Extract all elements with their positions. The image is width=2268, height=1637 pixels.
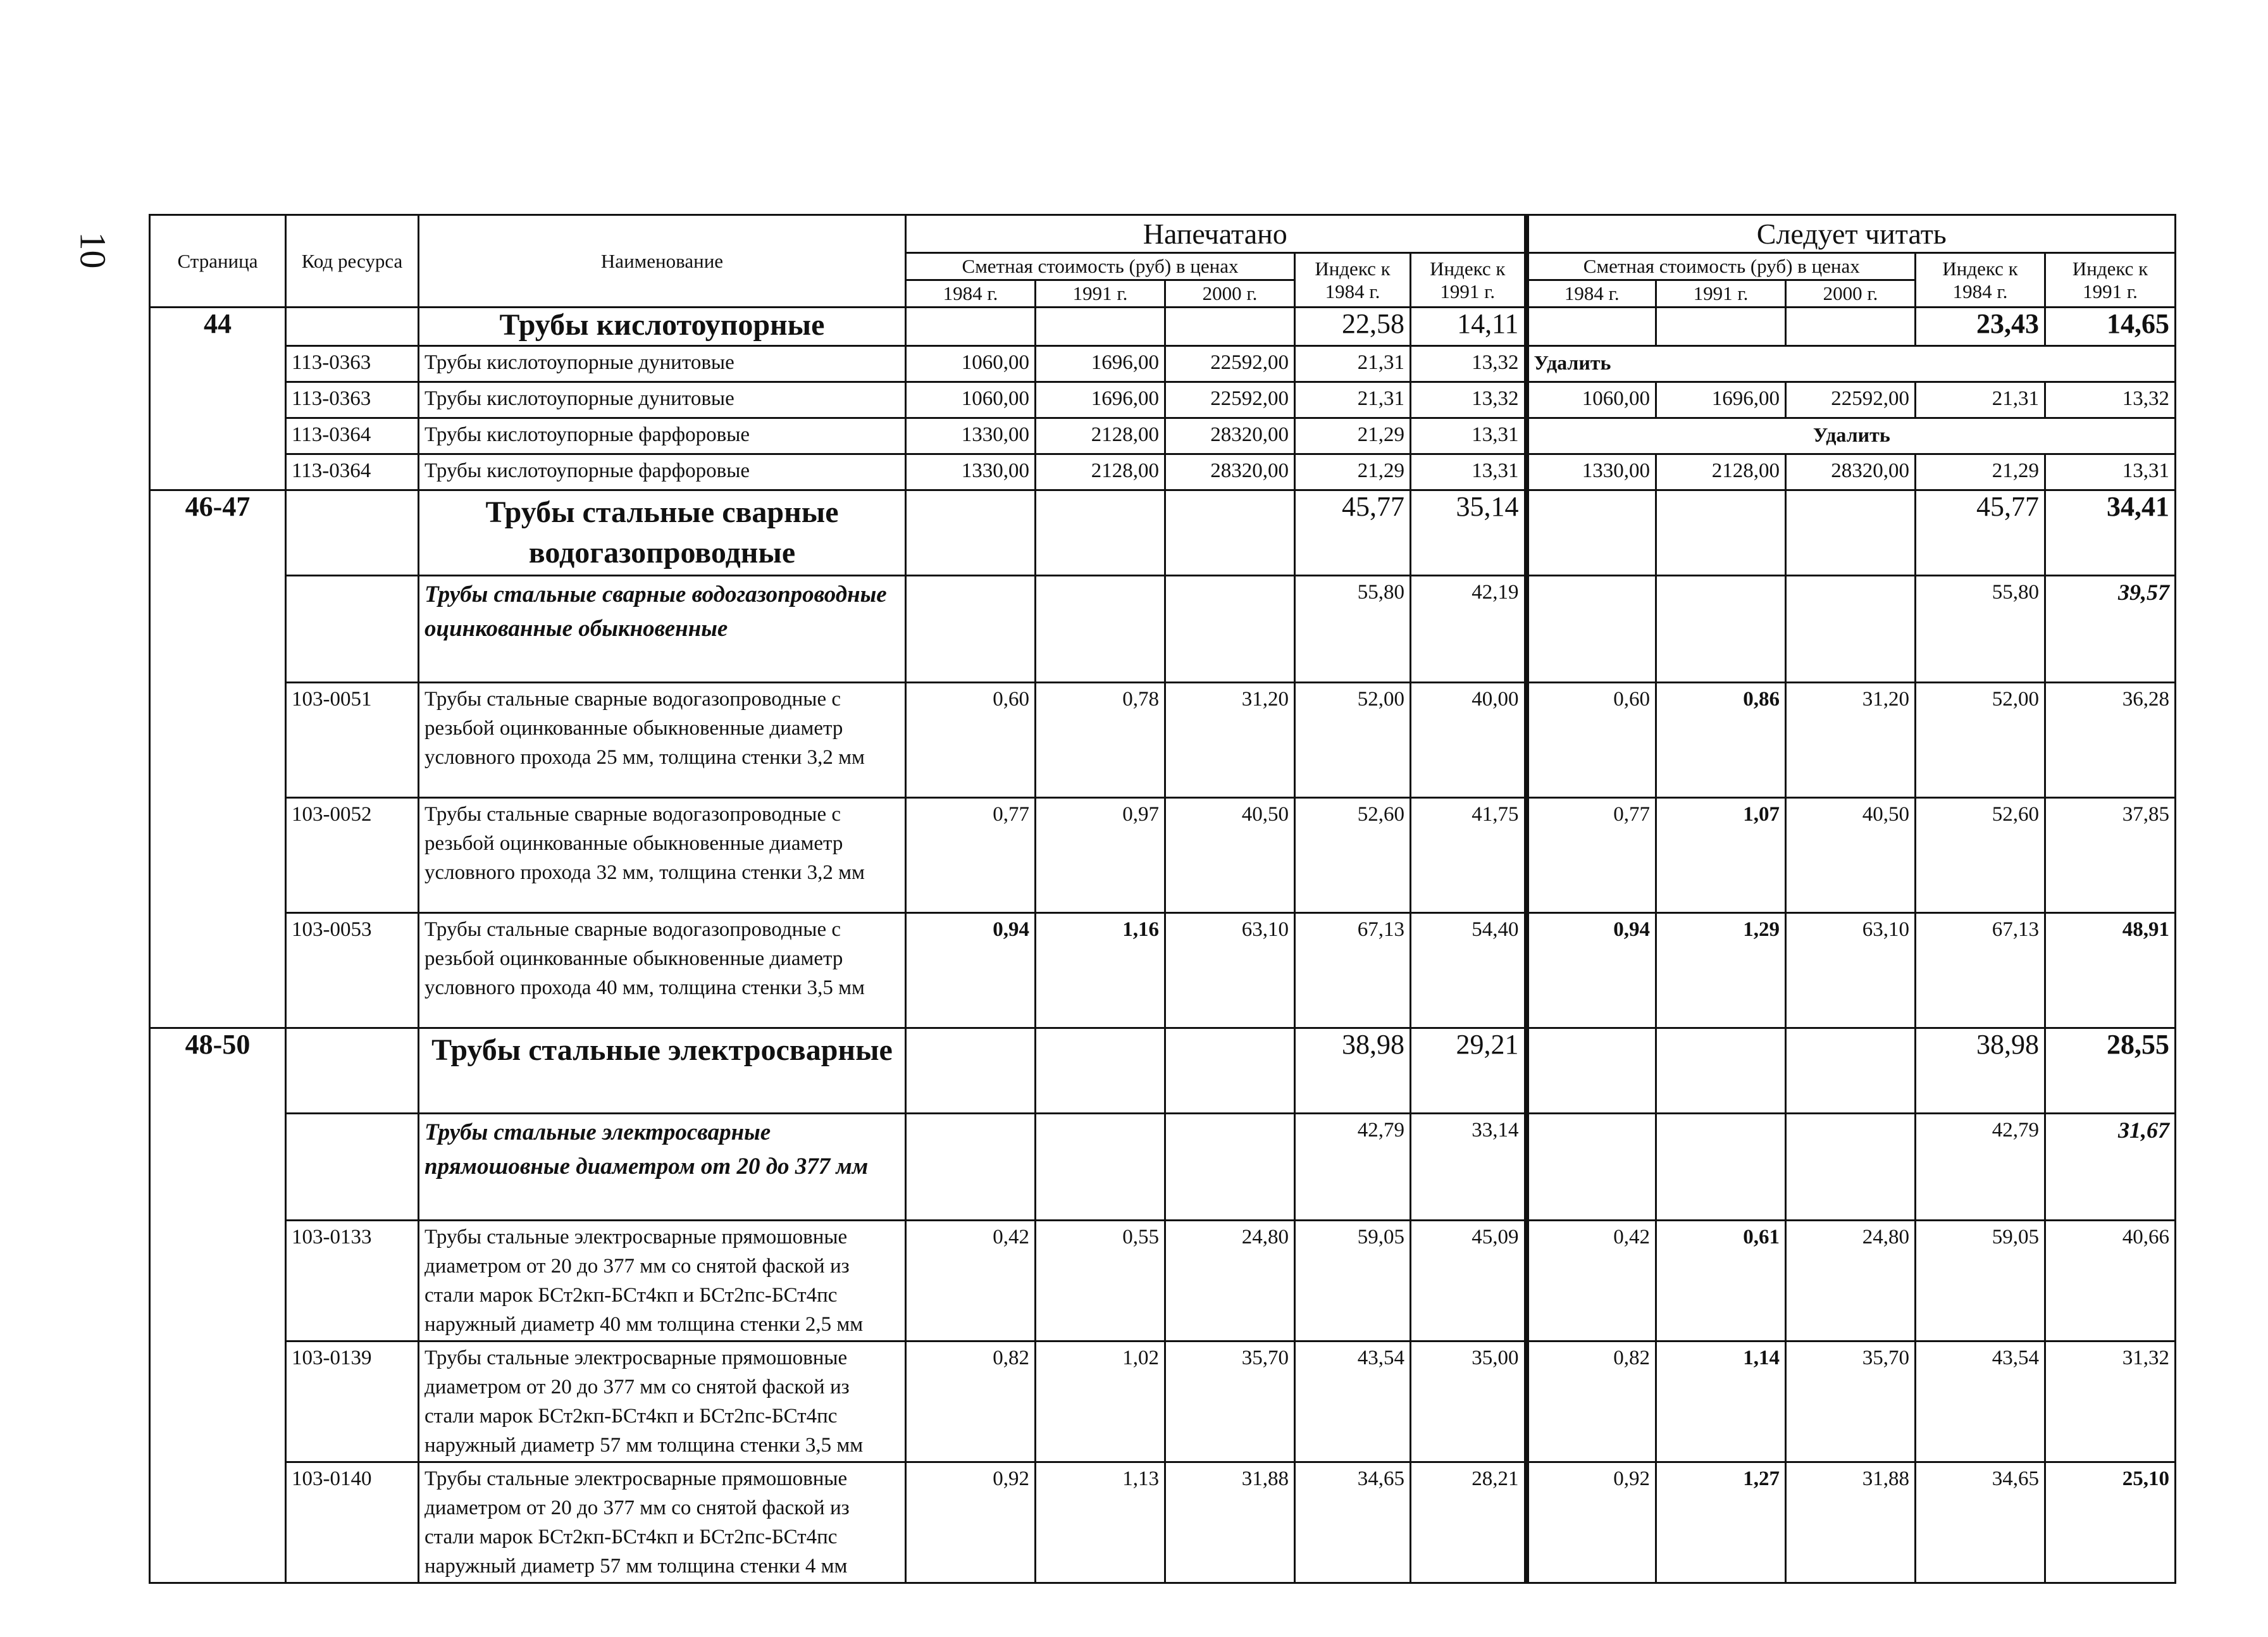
read-index-1991: 14,65 — [2045, 308, 2176, 346]
table-row — [150, 346, 2176, 382]
header-printed-2000: 2000 г. — [1165, 280, 1295, 308]
printed-1991: 2128,00 — [1036, 418, 1165, 454]
subsection-title: Трубы стальные электросварные прямошовные диаметром от 20 до 377 мм — [419, 1114, 906, 1221]
read-index-1991: 34,41 — [2045, 490, 2176, 576]
read-index-1991: 31,32 — [2045, 1341, 2176, 1462]
read-index-1991: 28,55 — [2045, 1028, 2176, 1114]
resource-name: Трубы кислотоупорные фарфоровые — [419, 454, 906, 490]
read-2000: 28320,00 — [1786, 454, 1916, 490]
subsection-title: Трубы стальные сварные водогазопроводные оцинкованные обыкновенные — [419, 576, 906, 683]
table-row — [150, 798, 2176, 913]
resource-name: Трубы кислотоупорные дунитовые — [419, 382, 906, 418]
resource-code: 113-0364 — [286, 454, 419, 490]
read-1991: 1,14 — [1656, 1341, 1786, 1462]
printed-1984: 1330,00 — [906, 418, 1036, 454]
printed-1984: 0,82 — [906, 1341, 1036, 1462]
read-index-1991: 36,28 — [2045, 683, 2176, 798]
header-read-2000: 2000 г. — [1786, 280, 1916, 308]
printed-2000: 31,88 — [1165, 1462, 1295, 1583]
table-row — [150, 1221, 2176, 1341]
printed-index-1984: 43,54 — [1295, 1341, 1411, 1462]
resource-code: 103-0139 — [286, 1341, 419, 1462]
header-code: Код ресурса — [286, 215, 419, 308]
resource-code: 103-0052 — [286, 798, 419, 913]
printed-1991: 1696,00 — [1036, 382, 1165, 418]
resource-name: Трубы стальные электросварные прямошовные диаметром от 20 до 377 мм со снятой фаской из стали марок БСт2кп-БСт4кп и БСт2пс-БСт4пс наружный диаметр 57 мм толщина стенки 4 мм — [419, 1462, 906, 1583]
resource-name: Трубы кислотоупорные дунитовые — [419, 346, 906, 382]
read-1991: 1,27 — [1656, 1462, 1786, 1583]
table-header — [150, 215, 2176, 308]
printed-2000: 28320,00 — [1165, 454, 1295, 490]
read-2000: 31,88 — [1786, 1462, 1916, 1583]
subsection-row — [150, 1114, 2176, 1221]
resource-name: Трубы стальные сварные водогазопроводные с резьбой оцинкованные обыкновенные диаметр условного прохода 25 мм, толщина стенки 3,2 мм — [419, 683, 906, 798]
page-number: 10 — [72, 232, 114, 269]
resource-code: 113-0363 — [286, 382, 419, 418]
read-2000: 31,20 — [1786, 683, 1916, 798]
read-2000: 63,10 — [1786, 913, 1916, 1028]
printed-2000: 22592,00 — [1165, 382, 1295, 418]
printed-index-1984: 21,31 — [1295, 346, 1411, 382]
printed-1991: 0,55 — [1036, 1221, 1165, 1341]
printed-index-1991: 40,00 — [1411, 683, 1527, 798]
printed-1984: 0,60 — [906, 683, 1036, 798]
printed-1991: 1696,00 — [1036, 346, 1165, 382]
printed-index-1984: 52,60 — [1295, 798, 1411, 913]
read-1984: 0,82 — [1527, 1341, 1656, 1462]
resource-code: 103-0140 — [286, 1462, 419, 1583]
printed-index-1984: 67,13 — [1295, 913, 1411, 1028]
read-index-1991: 13,31 — [2045, 454, 2176, 490]
printed-index-1984: 34,65 — [1295, 1462, 1411, 1583]
printed-index-1991: 29,21 — [1411, 1028, 1527, 1114]
resource-name: Трубы стальные сварные водогазопроводные с резьбой оцинкованные обыкновенные диаметр условного прохода 40 мм, толщина стенки 3,5 мм — [419, 913, 906, 1028]
printed-index-1991: 13,32 — [1411, 346, 1527, 382]
printed-1991: 1,02 — [1036, 1341, 1165, 1462]
header-printed-index-1984: Индекс к 1984 г. — [1295, 253, 1411, 308]
printed-2000: 63,10 — [1165, 913, 1295, 1028]
read-index-1984: 38,98 — [1916, 1028, 2045, 1114]
printed-2000: 35,70 — [1165, 1341, 1295, 1462]
printed-2000: 31,20 — [1165, 683, 1295, 798]
read-1991: 1696,00 — [1656, 382, 1786, 418]
printed-index-1984: 55,80 — [1295, 576, 1411, 683]
printed-index-1991: 28,21 — [1411, 1462, 1527, 1583]
printed-index-1991: 42,19 — [1411, 576, 1527, 683]
read-2000: 24,80 — [1786, 1221, 1916, 1341]
page-cell: 46-47 — [150, 490, 286, 1028]
page-cell: 44 — [150, 308, 286, 490]
read-1984: 0,77 — [1527, 798, 1656, 913]
header-read-cost: Сметная стоимость (руб) в ценах — [1527, 253, 1916, 280]
delete-note: Удалить — [1527, 418, 2176, 454]
header-printed-1984: 1984 г. — [906, 280, 1036, 308]
header-should-read: Следует читать — [1527, 215, 2176, 253]
read-index-1984: 67,13 — [1916, 913, 2045, 1028]
read-index-1984: 21,31 — [1916, 382, 2045, 418]
header-read-index-1984: Индекс к 1984 г. — [1916, 253, 2045, 308]
read-1984: 0,60 — [1527, 683, 1656, 798]
read-index-1991: 48,91 — [2045, 913, 2176, 1028]
printed-1984: 1060,00 — [906, 382, 1036, 418]
read-index-1984: 52,60 — [1916, 798, 2045, 913]
printed-index-1984: 21,31 — [1295, 382, 1411, 418]
read-1991: 0,61 — [1656, 1221, 1786, 1341]
header-printed: Напечатано — [906, 215, 1527, 253]
read-1991: 1,29 — [1656, 913, 1786, 1028]
header-printed-cost: Сметная стоимость (руб) в ценах — [906, 253, 1295, 280]
page-cell: 48-50 — [150, 1028, 286, 1583]
read-1984: 0,92 — [1527, 1462, 1656, 1583]
printed-1991: 2128,00 — [1036, 454, 1165, 490]
read-index-1984: 34,65 — [1916, 1462, 2045, 1583]
read-index-1984: 21,29 — [1916, 454, 2045, 490]
read-index-1991: 13,32 — [2045, 382, 2176, 418]
read-1991: 1,07 — [1656, 798, 1786, 913]
table-row — [150, 454, 2176, 490]
section-title: Трубы кислотоупорные — [419, 308, 906, 346]
read-1984: 1060,00 — [1527, 382, 1656, 418]
read-2000: 35,70 — [1786, 1341, 1916, 1462]
resource-code: 103-0051 — [286, 683, 419, 798]
printed-index-1991: 13,32 — [1411, 382, 1527, 418]
delete-note: Удалить — [1527, 346, 2176, 382]
printed-1991: 1,16 — [1036, 913, 1165, 1028]
table-row — [150, 418, 2176, 454]
read-1984: 0,42 — [1527, 1221, 1656, 1341]
read-index-1991: 40,66 — [2045, 1221, 2176, 1341]
resource-code: 103-0133 — [286, 1221, 419, 1341]
resource-name: Трубы стальные электросварные прямошовные диаметром от 20 до 377 мм со снятой фаской из стали марок БСт2кп-БСт4кп и БСт2пс-БСт4пс наружный диаметр 40 мм толщина стенки 2,5 мм — [419, 1221, 906, 1341]
section-title: Трубы стальные сварные водогазопроводные — [419, 490, 906, 576]
table-row — [150, 1341, 2176, 1462]
printed-1984: 0,94 — [906, 913, 1036, 1028]
printed-index-1984: 45,77 — [1295, 490, 1411, 576]
printed-1984: 1330,00 — [906, 454, 1036, 490]
resource-code: 113-0364 — [286, 418, 419, 454]
printed-index-1984: 42,79 — [1295, 1114, 1411, 1221]
table-row — [150, 382, 2176, 418]
printed-index-1984: 52,00 — [1295, 683, 1411, 798]
read-index-1984: 45,77 — [1916, 490, 2045, 576]
read-index-1991: 39,57 — [2045, 576, 2176, 683]
resource-code: 113-0363 — [286, 346, 419, 382]
printed-1984: 1060,00 — [906, 346, 1036, 382]
resource-name: Трубы стальные сварные водогазопроводные с резьбой оцинкованные обыкновенные диаметр условного прохода 32 мм, толщина стенки 3,2 мм — [419, 798, 906, 913]
printed-index-1984: 21,29 — [1295, 418, 1411, 454]
header-name: Наименование — [419, 215, 906, 308]
table-row — [150, 913, 2176, 1028]
printed-index-1984: 21,29 — [1295, 454, 1411, 490]
printed-index-1991: 14,11 — [1411, 308, 1527, 346]
section-row — [150, 308, 2176, 346]
printed-index-1991: 45,09 — [1411, 1221, 1527, 1341]
read-index-1984: 55,80 — [1916, 576, 2045, 683]
read-index-1991: 25,10 — [2045, 1462, 2176, 1583]
printed-1984: 0,92 — [906, 1462, 1036, 1583]
read-index-1984: 43,54 — [1916, 1341, 2045, 1462]
read-index-1984: 52,00 — [1916, 683, 2045, 798]
printed-index-1991: 54,40 — [1411, 913, 1527, 1028]
read-1991: 0,86 — [1656, 683, 1786, 798]
printed-1991: 0,78 — [1036, 683, 1165, 798]
header-read-1991: 1991 г. — [1656, 280, 1786, 308]
read-2000: 40,50 — [1786, 798, 1916, 913]
printed-index-1991: 35,00 — [1411, 1341, 1527, 1462]
printed-1991: 1,13 — [1036, 1462, 1165, 1583]
read-1984: 1330,00 — [1527, 454, 1656, 490]
printed-index-1991: 41,75 — [1411, 798, 1527, 913]
read-index-1991: 37,85 — [2045, 798, 2176, 913]
table-row — [150, 1462, 2176, 1583]
header-read-1984: 1984 г. — [1527, 280, 1656, 308]
printed-index-1991: 35,14 — [1411, 490, 1527, 576]
correction-table — [149, 214, 2176, 1584]
printed-index-1984: 22,58 — [1295, 308, 1411, 346]
subsection-row — [150, 576, 2176, 683]
printed-2000: 22592,00 — [1165, 346, 1295, 382]
read-index-1984: 42,79 — [1916, 1114, 2045, 1221]
printed-2000: 40,50 — [1165, 798, 1295, 913]
printed-1984: 0,42 — [906, 1221, 1036, 1341]
read-index-1991: 31,67 — [2045, 1114, 2176, 1221]
printed-index-1984: 38,98 — [1295, 1028, 1411, 1114]
printed-index-1991: 13,31 — [1411, 454, 1527, 490]
header-printed-index-1991: Индекс к 1991 г. — [1411, 253, 1527, 308]
read-1984: 0,94 — [1527, 913, 1656, 1028]
printed-index-1984: 59,05 — [1295, 1221, 1411, 1341]
section-row — [150, 1028, 2176, 1114]
printed-index-1991: 13,31 — [1411, 418, 1527, 454]
read-index-1984: 23,43 — [1916, 308, 2045, 346]
resource-name: Трубы кислотоупорные фарфоровые — [419, 418, 906, 454]
read-index-1984: 59,05 — [1916, 1221, 2045, 1341]
section-title: Трубы стальные электросварные — [419, 1028, 906, 1114]
header-page: Страница — [150, 215, 286, 308]
printed-index-1991: 33,14 — [1411, 1114, 1527, 1221]
printed-1991: 0,97 — [1036, 798, 1165, 913]
resource-code: 103-0053 — [286, 913, 419, 1028]
table-row — [150, 683, 2176, 798]
section-row — [150, 490, 2176, 576]
header-printed-1991: 1991 г. — [1036, 280, 1165, 308]
printed-2000: 28320,00 — [1165, 418, 1295, 454]
printed-1984: 0,77 — [906, 798, 1036, 913]
header-read-index-1991: Индекс к 1991 г. — [2045, 253, 2176, 308]
read-2000: 22592,00 — [1786, 382, 1916, 418]
printed-2000: 24,80 — [1165, 1221, 1295, 1341]
resource-name: Трубы стальные электросварные прямошовные диаметром от 20 до 377 мм со снятой фаской из стали марок БСт2кп-БСт4кп и БСт2пс-БСт4пс наружный диаметр 57 мм толщина стенки 3,5 мм — [419, 1341, 906, 1462]
read-1991: 2128,00 — [1656, 454, 1786, 490]
